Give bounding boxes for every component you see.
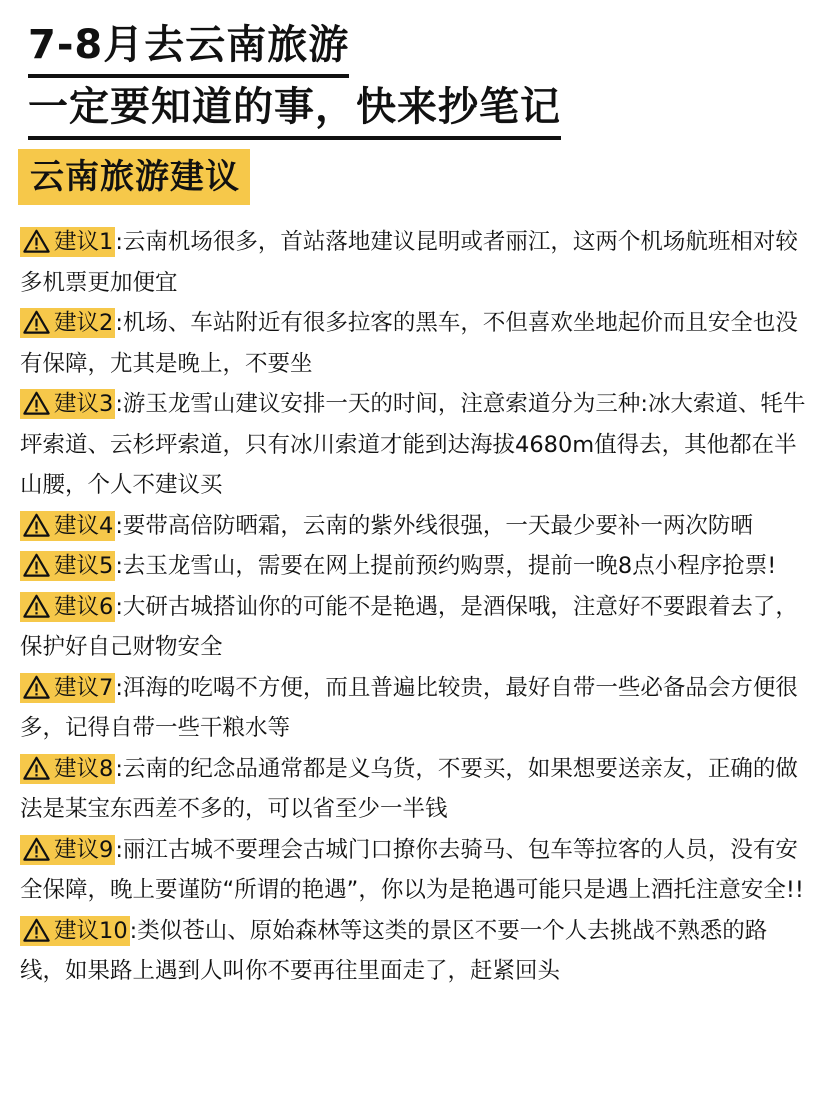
tip-item-4 (20, 506, 810, 547)
tip-label-text: 建议5 (54, 553, 114, 579)
tip-item-2 (20, 303, 810, 384)
warning-triangle-icon (23, 756, 50, 780)
tip-label-text: 建议7 (54, 674, 114, 701)
warning-triangle-icon (23, 594, 50, 618)
tip-label (20, 551, 115, 581)
tip-item-5 (20, 546, 810, 587)
warning-triangle-icon (23, 675, 50, 699)
tip-label (20, 835, 115, 865)
tip-label-text: 建议9 (54, 836, 114, 863)
tip-text: :云南机场很多，首站落地建议昆明或者丽江，这两个机场航班相对较多机票更加便宜 (20, 229, 798, 296)
tip-text: :丽江古城不要理会古城门口撩你去骑马、包车等拉客的人员，没有安全保障，晚上要谨防“所谓的艳遇”，你以为是艳遇可能只是遇上酒托注意安全!! (20, 836, 804, 903)
tip-label (20, 227, 115, 257)
title-line-2: 一定要知道的事，快来抄笔记 (28, 80, 561, 140)
tip-label-text: 建议3 (54, 391, 114, 417)
warning-triangle-icon (23, 229, 50, 253)
tip-label-text: 建议2 (54, 310, 114, 336)
tip-label (20, 511, 115, 541)
warning-triangle-icon (23, 513, 50, 537)
title-line-1: 7-8月去云南旅游 (28, 18, 349, 78)
warning-triangle-icon (23, 553, 50, 577)
tip-text: :去玉龙雪山，需要在网上提前预约购票，提前一晚8点小程序抢票! (115, 553, 777, 579)
tip-label (20, 673, 115, 703)
tips-list (20, 222, 810, 992)
tip-label (20, 754, 115, 784)
tip-label (20, 308, 115, 338)
tip-label-text: 建议1 (54, 229, 114, 255)
tip-label-text: 建议10 (54, 917, 128, 944)
tip-item-8 (20, 749, 810, 830)
tip-label (20, 916, 130, 946)
tip-text: :洱海的吃喝不方便，而且普遍比较贵，最好自带一些必备品会方便很多，记得自带一些干粮水等 (20, 674, 798, 741)
tip-label-text: 建议8 (54, 755, 114, 782)
tip-text: :云南的纪念品通常都是义乌货，不要买，如果想要送亲友，正确的做法是某宝东西差不多的，可以省至少一半钱 (20, 755, 798, 822)
warning-triangle-icon (23, 918, 50, 942)
warning-triangle-icon (23, 837, 50, 861)
tip-text: :机场、车站附近有很多拉客的黑车，不但喜欢坐地起价而且安全也没有保障，尤其是晚上，不要坐 (20, 310, 798, 377)
tip-item-9 (20, 830, 810, 911)
tip-item-6 (20, 587, 810, 668)
tip-item-3 (20, 384, 810, 506)
tip-item-10 (20, 911, 810, 992)
tip-text: :游玉龙雪山建议安排一天的时间，注意索道分为三种:冰大索道、牦牛坪索道、云杉坪索道，只有冰川索道才能到达海拔4680m值得去，其他都在半山腰，个人不建议买 (20, 391, 806, 498)
tip-label-text: 建议6 (54, 593, 114, 620)
warning-triangle-icon (23, 391, 50, 415)
tip-text: :类似苍山、原始森林等这类的景区不要一个人去挑战不熟悉的路线，如果路上遇到人叫你不要再往里面走了，赶紧回头 (20, 917, 768, 984)
tip-label (20, 592, 115, 622)
warning-triangle-icon (23, 310, 50, 334)
section-heading: 云南旅游建议 (18, 149, 250, 205)
tip-item-1 (20, 222, 810, 303)
tip-text: :大研古城搭讪你的可能不是艳遇，是酒保哦，注意好不要跟着去了，保护好自己财物安全 (20, 593, 798, 660)
tip-label (20, 389, 115, 419)
page-title (28, 18, 561, 142)
tip-text: :要带高倍防晒霜，云南的紫外线很强，一天最少要补一两次防晒 (115, 512, 753, 539)
tip-label-text: 建议4 (54, 512, 114, 539)
tip-item-7 (20, 668, 810, 749)
